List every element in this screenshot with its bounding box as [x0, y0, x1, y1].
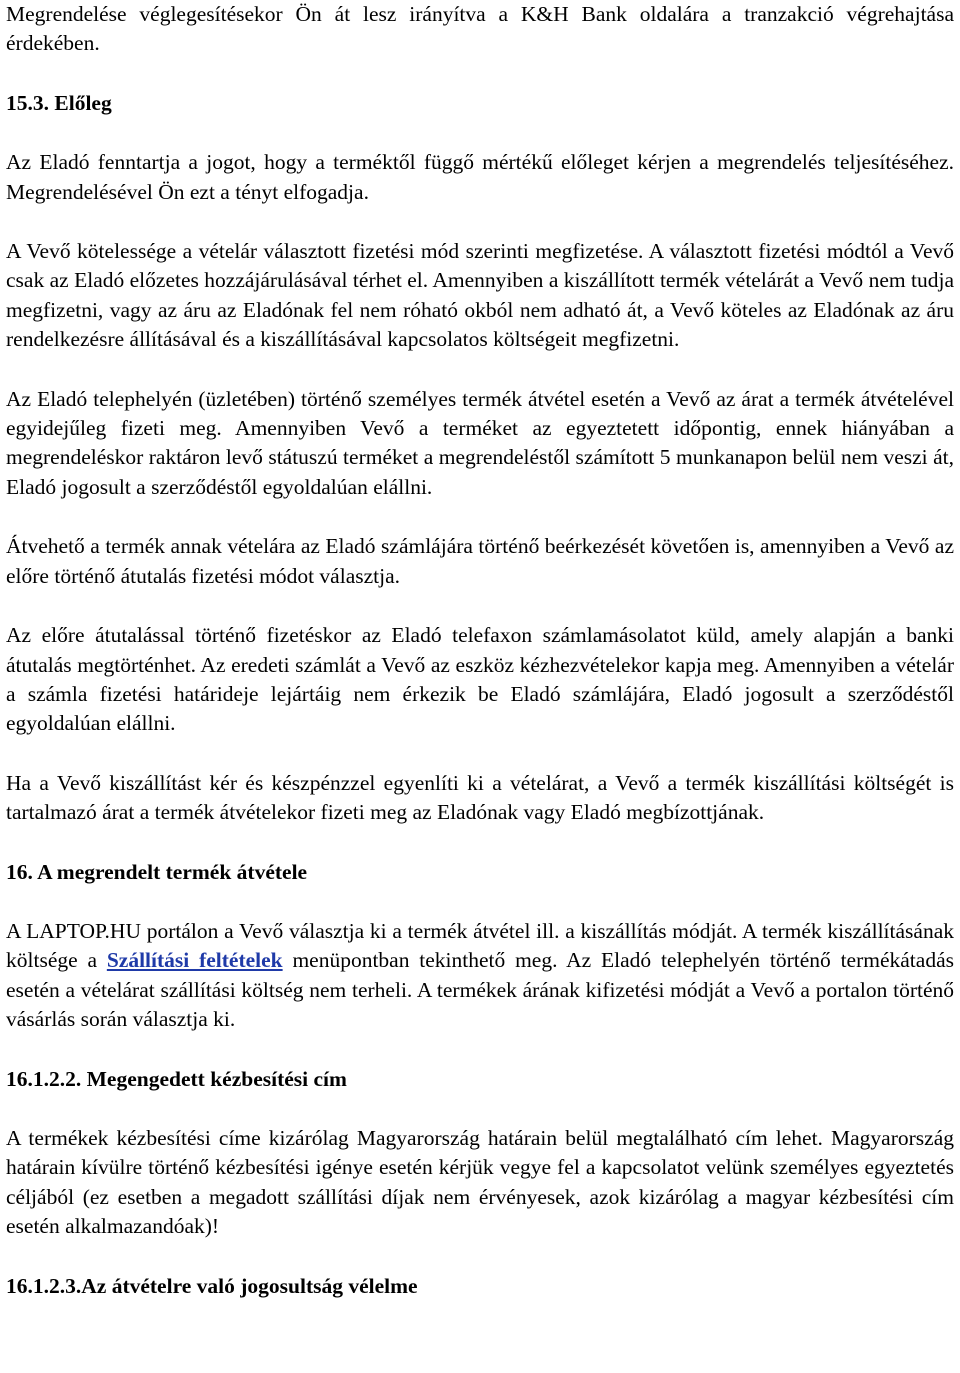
paragraph-portal-delivery — [6, 917, 954, 1035]
paragraph-bank-redirect: Megrendelése véglegesítésekor Ön át lesz irányítva a K&H Bank oldalára a tranzakció végrehajtása érdekében. — [6, 2, 954, 56]
shipping-terms-link[interactable]: Szállítási feltételek — [106, 948, 283, 973]
heading-delivery-address: 16.1.2.2. Megengedett kézbesítési cím — [6, 1066, 347, 1091]
portal-text-after: menüpontban tekinthető meg. Az Eladó telephelyén történő termékátadás esetén a vételárat szállítási költség nem terheli. A termékek árának kifizetési módját a Vevő a portalon történő vásárlás során választja ki. — [6, 948, 954, 1032]
paragraph-prepayment: Az előre átutalással történő fizetéskor az Eladó telefaxon számlamásolatot küld, amely alapján a banki átutalás megtörténhet. Az eredeti számlát a Vevő az eszköz kézhezvételekor kapja meg. Amennyiben a vételár a számla fizetési határideje lejártáig nem érkezik be Eladó számlájára, Eladó jogosult a szerződéstől egyoldalúan elállni. — [6, 623, 954, 736]
paragraph-transfer-pickup: Átvehető a termék annak vételára az Eladó számlájára történő beérkezését követően is, amennyiben a Vevő az előre történő átutalás fizetési módot választja. — [6, 534, 954, 588]
heading-receipt-entitlement: 16.1.2.3.Az átvételre való jogosultság vélelme — [6, 1273, 418, 1298]
paragraph-payment-duty: A Vevő kötelessége a vételár választott fizetési mód szerinti megfizetése. A választott fizetési módtól a Vevő csak az Eladó előzetes hozzájárulásával térhet el. Amennyiben a kiszállított termék vételárát a Vevő nem tudja megfizetni, vagy az áru az Eladónak fel nem róható okból nem adható át, a Vevő köteles az Eladónak az áru rendelkezésre állításával és a kiszállításával kapcsolatos költségeit megfizetni. — [6, 239, 954, 352]
heading-product-receipt: 16. A megrendelt termék átvétele — [6, 859, 308, 884]
heading-advance-payment: 15.3. Előleg — [6, 90, 112, 115]
paragraph-cash-delivery: Ha a Vevő kiszállítást kér és készpénzzel egyenlíti ki a vételárat, a Vevő a termék kiszállítási költségét is tartalmazó árat a termék átvételekor fizeti meg az Eladónak vagy Eladó megbízottjának. — [6, 770, 954, 825]
paragraph-advance: Az Eladó fenntartja a jogot, hogy a terméktől függő mértékű előleget kérjen a megrendelés teljesítéséhez. Megrendelésével Ön ezt a tényt elfogadja. — [6, 150, 954, 204]
paragraph-store-pickup: Az Eladó telephelyén (üzletében) történő személyes termék átvétel esetén a Vevő az árat a termék átvételével egyidejűleg fizeti meg. Amennyiben Vevő a terméket az egyeztetett időpontig, ennek hiányában a megrendeléskor raktáron levő státuszú terméket a megrendeléstől számított 5 munkanapon belül nem veszi át, Eladó jogosult a szerződéstől egyoldalúan elállni. — [6, 386, 954, 499]
portal-text-before: A LAPTOP.HU portálon a Vevő választja ki a termék átvétel ill. a kiszállítás módját. A termék kiszállításának költsége a — [6, 918, 954, 973]
paragraph-delivery-address: A termékek kézbesítési címe kizárólag Magyarország határain belül megtalálható cím lehet. Magyarország határain kívülre történő kézbesítési igénye esetén kérjük vegye fel a kapcsolatot velünk személyes egyeztetés céljából (ez esetben a megadott szállítási díjak nem érvényesek, azok kizárólag a magyar kézbesítési cím esetén alkalmazandóak)! — [6, 1125, 954, 1239]
